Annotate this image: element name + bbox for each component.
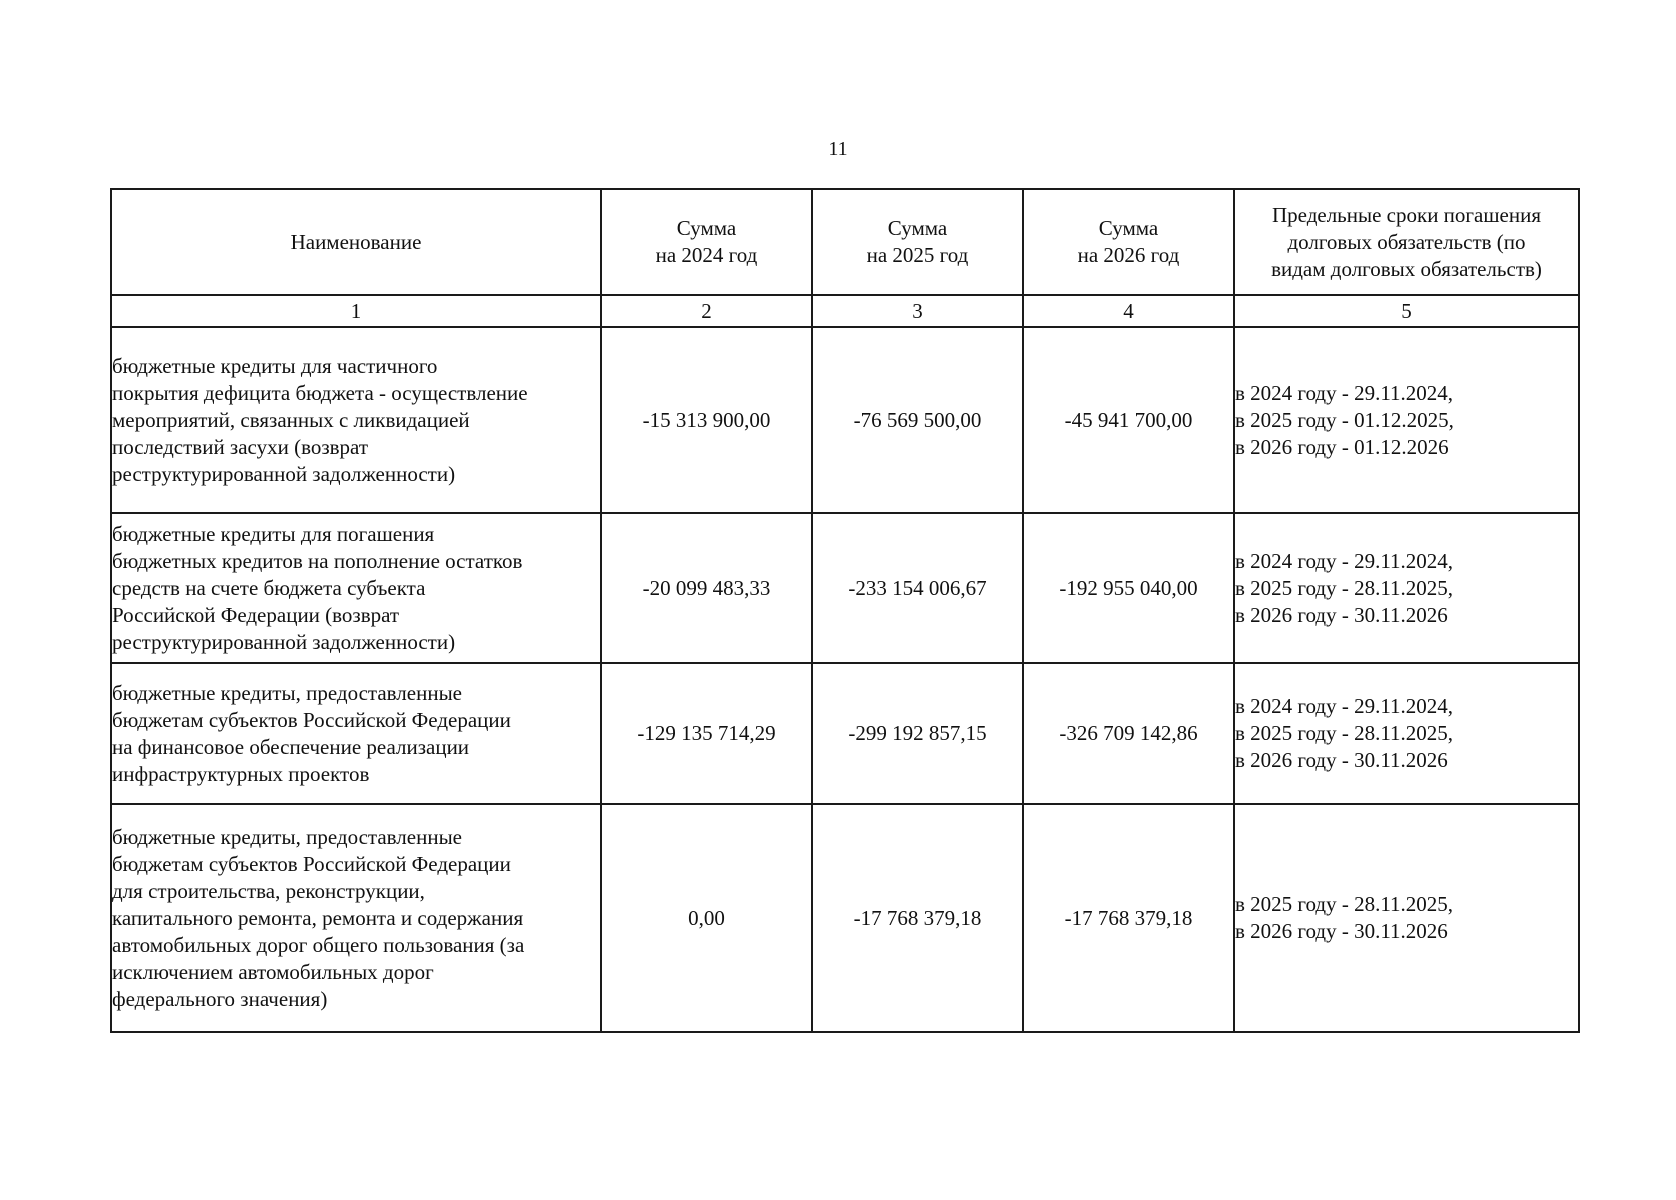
header-sum-2025 [812,189,1023,295]
sum-2025-cell: -233 154 006,67 [812,513,1023,663]
sum-2026-cell: -326 709 142,86 [1023,663,1234,804]
sum-2024-cell: -15 313 900,00 [601,327,812,513]
credit-name-line: бюджетные кредиты для погашения [112,521,435,546]
term-line: в 2026 году - 30.11.2026 [1235,748,1448,772]
sum-2026-cell: -192 955 040,00 [1023,513,1234,663]
sum-2025-cell: -299 192 857,15 [812,663,1023,804]
credit-name-line: мероприятий, связанных с ликвидацией [112,407,470,432]
credit-name-line: средств на счете бюджета субъекта [112,575,426,600]
header-line: Сумма [887,216,948,240]
sum-2024-cell: 0,00 [601,804,812,1032]
table-row [111,513,1579,663]
header-line: на 2025 год [866,243,969,267]
sum-2025-cell: -76 569 500,00 [812,327,1023,513]
column-number: 3 [812,295,1023,327]
table-row [111,804,1579,1032]
credit-name-line: последствий засухи (возврат [112,434,369,459]
credit-name-line: бюджетам субъектов Российской Федерации [112,851,511,876]
header-sum-2026 [1023,189,1234,295]
header-line: долговых обязательств (по [1287,229,1526,254]
term-line: в 2025 году - 28.11.2025, [1235,575,1454,600]
term-line: в 2024 году - 29.11.2024, [1235,694,1454,718]
credit-name-cell [111,804,601,1032]
repayment-terms-cell [1234,513,1579,663]
credit-name-line: капитального ремонта, ремонта и содержания [112,905,524,930]
table-row [111,327,1579,513]
header-line: на 2024 год [655,243,758,267]
column-number: 2 [601,295,812,327]
credit-name-line: исключением автомобильных дорог [112,959,434,984]
term-line: в 2026 году - 01.12.2026 [1235,434,1449,459]
sum-2024-cell: -20 099 483,33 [601,513,812,663]
table-row [111,663,1579,804]
sum-2026-cell: -45 941 700,00 [1023,327,1234,513]
term-line: в 2025 году - 28.11.2025, [1235,721,1454,745]
credit-name-line: для строительства, реконструкции, [112,878,425,903]
credit-name-cell [111,663,601,804]
term-line: в 2024 году - 29.11.2024, [1235,548,1454,573]
term-line: в 2024 году - 29.11.2024, [1235,380,1454,405]
credit-name-line: бюджетные кредиты для частичного [112,353,438,378]
header-line: Сумма [676,216,737,240]
sum-2025-cell: -17 768 379,18 [812,804,1023,1032]
credit-name-line: бюджетные кредиты, предоставленные [112,680,463,705]
header-line: на 2026 год [1077,243,1180,267]
credit-name-line: реструктурированной задолженности) [112,629,456,654]
credit-name-line: федерального значения) [112,986,328,1011]
credit-name-line: реструктурированной задолженности) [112,461,456,486]
column-number-row [111,295,1579,327]
credit-name-line: инфраструктурных проектов [112,761,370,786]
column-number: 1 [111,295,601,327]
header-line: Сумма [1098,216,1159,240]
term-line: в 2025 году - 28.11.2025, [1235,892,1454,916]
credit-name-line: бюджетных кредитов на пополнение остатков [112,548,523,573]
credit-name-cell [111,327,601,513]
header-line: Предельные сроки погашения [1271,202,1541,227]
table-header-row [111,189,1579,295]
column-number: 4 [1023,295,1234,327]
credit-name-line: автомобильных дорог общего пользования (за [112,932,525,957]
credit-name-cell [111,513,601,663]
term-line: в 2026 году - 30.11.2026 [1235,602,1448,627]
credit-name-line: бюджетные кредиты, предоставленные [112,824,463,849]
repayment-terms-cell [1234,804,1579,1032]
repayment-terms-cell [1234,327,1579,513]
page-number: 11 [828,138,848,160]
header-line: видам долговых обязательств) [1271,256,1542,281]
term-line: в 2025 году - 01.12.2025, [1235,407,1454,432]
column-number: 5 [1234,295,1579,327]
credit-name-line: на финансовое обеспечение реализации [112,734,470,759]
credit-name-line: бюджетам субъектов Российской Федерации [112,707,511,732]
header-name-text: Наименование [290,229,422,254]
sum-2026-cell: -17 768 379,18 [1023,804,1234,1032]
credit-name-line: покрытия дефицита бюджета - осуществление [112,380,528,405]
debt-obligations-table [110,188,1580,1033]
sum-2024-cell: -129 135 714,29 [601,663,812,804]
header-sum-2024 [601,189,812,295]
term-line: в 2026 году - 30.11.2026 [1235,919,1448,943]
header-repayment-terms [1234,189,1579,295]
header-name [111,189,601,295]
repayment-terms-cell [1234,663,1579,804]
credit-name-line: Российской Федерации (возврат [112,602,400,627]
